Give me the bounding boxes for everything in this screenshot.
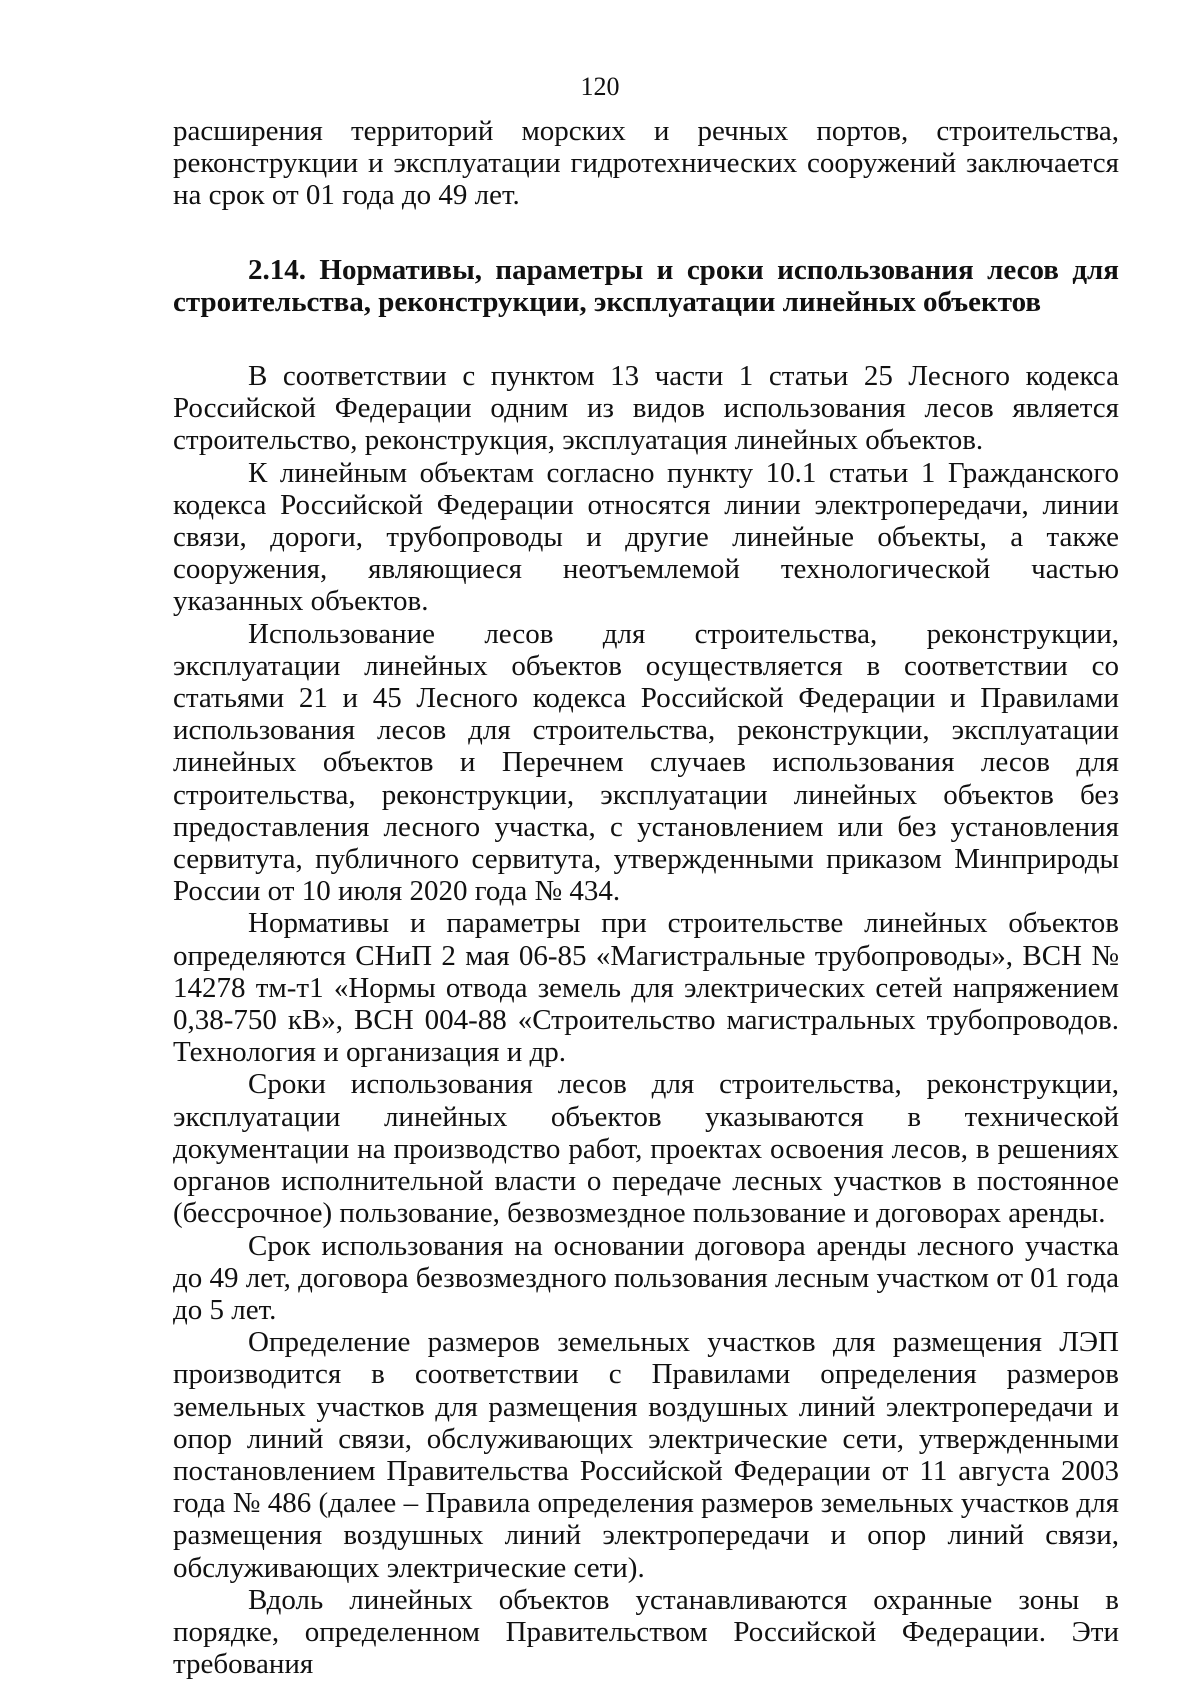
paragraph-5: Сроки использования лесов для строительства, реконструкции, эксплуатации линейных объектов указываются в технической документации на производство работ, проектах освоения лесов, в решениях органов исполнительной власти о передаче лесных участков в постоянное (бессрочное) пользование, безвозмездное пользование и договорах аренды.: [173, 1068, 1119, 1230]
section-heading: 2.14. Нормативы, параметры и сроки использования лесов для строительства, реконструкции, эксплуатации линейных объектов: [173, 253, 1119, 318]
paragraph-8: Вдоль линейных объектов устанавливаются охранные зоны в порядке, определенном Правительством Российской Федерации. Эти требования: [173, 1583, 1119, 1681]
paragraph-1: В соответствии с пунктом 13 части 1 статьи 25 Лесного кодекса Российской Федерации одним из видов использования лесов является строительство, реконструкция, эксплуатация линейных объектов.: [173, 360, 1119, 457]
paragraph-2: К линейным объектам согласно пункту 10.1 статьи 1 Гражданского кодекса Российской Федерации относятся линии электропередачи, линии связи, дороги, трубопроводы и другие линейные объекты, а также сооружения, являющиеся неотъемлемой технологической частью указанных объектов.: [173, 456, 1119, 618]
page-body: [173, 115, 1119, 1680]
paragraph-3: Использование лесов для строительства, реконструкции, эксплуатации линейных объектов осуществляется в соответствии со статьями 21 и 45 Лесного кодекса Российской Федерации и Правилами использования лесов для строительства, реконструкции, эксплуатации линейных объектов и Перечнем случаев использования лесов для строительства, реконструкции, эксплуатации линейных объектов без предоставления лесного участка, с установлением или без установления сервитута, публичного сервитута, утвержденными приказом Минприроды России от 10 июля 2020 года № 434.: [173, 617, 1119, 908]
page-number: 120: [580, 72, 620, 101]
paragraph-7: Определение размеров земельных участков для размещения ЛЭП производится в соответствии с Правилами определения размеров земельных участков для размещения воздушных линий электропередачи и опор линий связи, обслуживающих электрические сети, утвержденными постановлением Правительства Российской Федерации от 11 августа 2003 года № 486 (далее – Правила определения размеров земельных участков для размещения воздушных линий электропередачи и опор линий связи, обслуживающих электрические сети).: [173, 1326, 1119, 1584]
continuation-paragraph: расширения территорий морских и речных портов, строительства, реконструкции и эксплуатации гидротехнических сооружений заключается на срок от 01 года до 49 лет.: [173, 115, 1119, 212]
paragraph-6: Срок использования на основании договора аренды лесного участка до 49 лет, договора безвозмездного пользования лесным участком от 01 года до 5 лет.: [173, 1229, 1119, 1326]
paragraph-4: Нормативы и параметры при строительстве линейных объектов определяются СНиП 2 мая 06-85 «Магистральные трубопроводы», ВСН № 14278 тм-т1 «Нормы отвода земель для электрических сетей напряжением 0,38-750 кВ», ВСН 004-88 «Строительство магистральных трубопроводов. Технология и организация и др.: [173, 907, 1119, 1069]
